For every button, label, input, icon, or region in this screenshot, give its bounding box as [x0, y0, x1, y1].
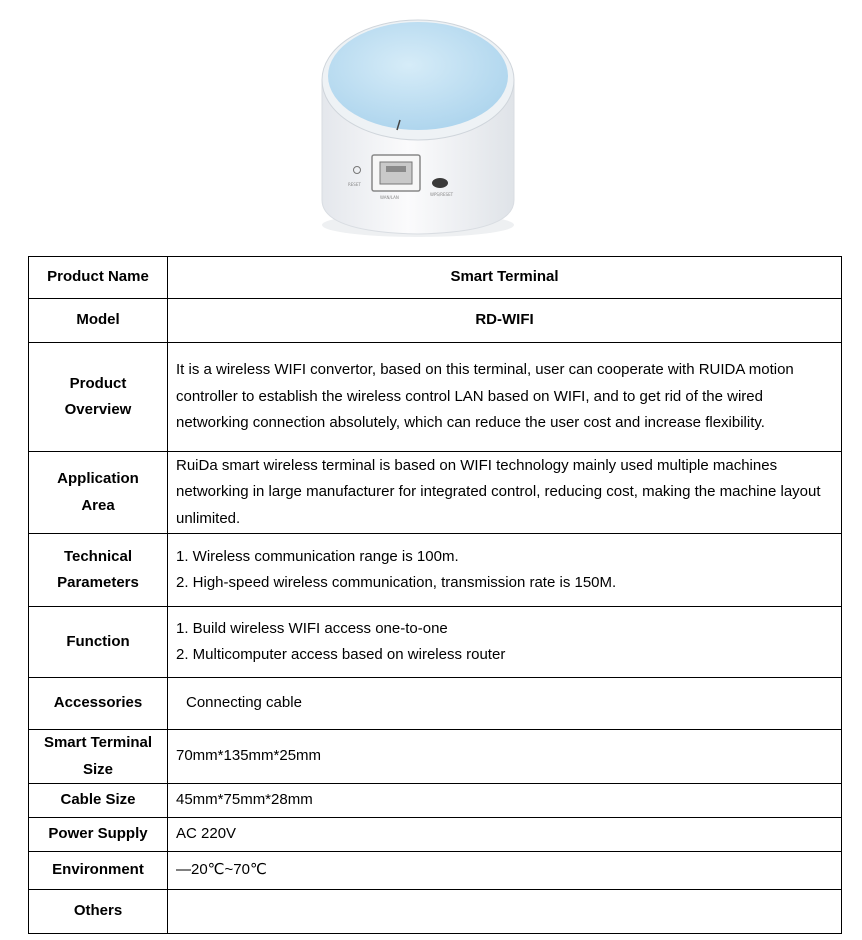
ethernet-port-socket	[380, 162, 412, 184]
label-text: Accessories	[53, 694, 143, 712]
label-cell	[29, 452, 168, 534]
value-text: 2. Multicomputer access based on wireless router	[176, 646, 506, 663]
value-text: AC 220V	[176, 825, 237, 843]
table-row-product-name	[29, 257, 842, 299]
label-text: Parameters	[57, 574, 139, 591]
value-text: 2. High-speed wireless communication, transmission rate is 150M.	[176, 574, 617, 591]
table-row-accessories	[29, 678, 842, 730]
label-text: Area	[81, 496, 115, 514]
value-text: 45mm*75mm*28mm	[176, 791, 313, 809]
table-row-terminal-size	[29, 730, 842, 784]
wps-reset-label: WPS/RESET	[430, 192, 454, 197]
label-cell	[29, 784, 168, 818]
label-cell	[29, 343, 168, 452]
label-cell	[29, 257, 168, 299]
label-text: Application	[57, 470, 139, 487]
label-text: Smart Terminal	[43, 734, 153, 751]
label-text: Overview	[64, 401, 132, 418]
value-text: —20℃~70℃	[176, 861, 267, 879]
table-row-environment	[29, 852, 842, 890]
wan-lan-port-label: WAN/LAN	[380, 195, 399, 200]
label-cell	[29, 730, 168, 784]
value-text: RD-WIFI	[475, 311, 534, 329]
reset-port-label: RESET	[348, 182, 361, 187]
label-cell	[29, 890, 168, 934]
table-row-others	[29, 890, 842, 934]
device-top-cap	[328, 22, 508, 130]
specification-table	[28, 256, 842, 934]
label-text: Environment	[52, 861, 144, 879]
label-cell	[29, 852, 168, 890]
label-text: Product Name	[47, 268, 149, 286]
value-cell	[168, 534, 842, 607]
value-cell	[168, 607, 842, 678]
table-row-application-area	[29, 452, 842, 534]
label-cell	[29, 299, 168, 343]
value-text: 1. Build wireless WIFI access one-to-one	[176, 619, 448, 637]
table-row-power-supply	[29, 818, 842, 852]
label-cell	[29, 534, 168, 607]
value-text: 70mm*135mm*25mm	[176, 747, 322, 765]
label-text: Others	[73, 902, 123, 920]
value-text: 1. Wireless communication range is 100m.	[176, 547, 459, 565]
value-text: Smart Terminal	[450, 268, 559, 286]
value-text: It is a wireless WIFI convertor, based on this terminal, user can cooperate with RUIDA motion controller to establish the wireless control LAN based on WIFI, and to get rid of the wired networking connection absolutely, which can reduce the user cost and increase flexibility.	[176, 361, 794, 432]
value-cell	[168, 343, 842, 452]
label-text: Product	[69, 374, 127, 392]
value-cell	[168, 890, 842, 934]
value-cell	[168, 257, 842, 299]
value-text: Connecting cable	[186, 694, 302, 712]
label-cell	[29, 678, 168, 730]
value-cell	[168, 299, 842, 343]
label-text: Cable Size	[60, 791, 136, 809]
wifi-terminal-device-image	[300, 10, 540, 245]
label-text: Power Supply	[48, 825, 148, 843]
label-cell	[29, 818, 168, 852]
wps-button-icon	[432, 178, 448, 188]
value-cell	[168, 784, 842, 818]
value-cell	[168, 678, 842, 730]
value-text: RuiDa smart wireless terminal is based on WIFI technology mainly used multiple machines networking in large manufacturer for integrated control, reducing cost, making the machine layout unlimited.	[176, 456, 821, 527]
value-cell	[168, 730, 842, 784]
label-text: Size	[82, 760, 113, 778]
value-cell	[168, 452, 842, 534]
table-row-technical-parameters	[29, 534, 842, 607]
table-row-function	[29, 607, 842, 678]
value-cell	[168, 852, 842, 890]
table-row-cable-size	[29, 784, 842, 818]
ethernet-port-pins	[386, 166, 406, 172]
label-text: Model	[76, 311, 120, 329]
label-cell	[29, 607, 168, 678]
label-text: Technical	[63, 547, 133, 565]
table-row-product-overview	[29, 343, 842, 452]
label-text: Function	[66, 632, 130, 650]
table-row-model	[29, 299, 842, 343]
value-cell	[168, 818, 842, 852]
